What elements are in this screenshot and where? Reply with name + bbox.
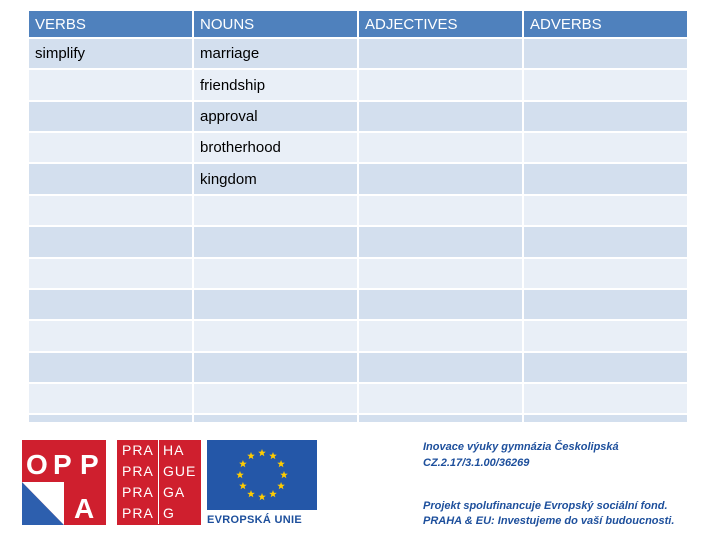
table-cell <box>358 320 523 351</box>
table-cell <box>523 69 688 100</box>
table-header-row <box>28 10 688 38</box>
table-cell <box>523 132 688 163</box>
table-cell <box>523 258 688 289</box>
table-cell <box>523 352 688 383</box>
table-cell <box>193 195 358 226</box>
table-cell <box>523 320 688 351</box>
table-row <box>28 414 688 423</box>
table-cell <box>28 132 193 163</box>
praha-logo-text: PRA <box>122 484 154 500</box>
opp-logo <box>22 440 106 525</box>
table-cell <box>28 352 193 383</box>
table-cell <box>28 226 193 257</box>
table-cell <box>193 414 358 423</box>
table-cell <box>358 383 523 414</box>
table-cell <box>523 226 688 257</box>
table-cell <box>28 195 193 226</box>
table-cell <box>523 101 688 132</box>
funding-note: Projekt spolufinancuje Evropský sociální fond. <box>423 500 668 512</box>
header-nouns: NOUNS <box>193 10 358 38</box>
table-cell <box>358 258 523 289</box>
praha-logo-text: GA <box>158 482 201 503</box>
table-cell: simplify <box>28 38 193 69</box>
table-cell <box>28 289 193 320</box>
table-cell <box>28 258 193 289</box>
footer-logos <box>0 430 720 540</box>
table-row <box>28 69 688 100</box>
table-cell <box>28 163 193 194</box>
opp-letter-4: A <box>74 493 95 524</box>
table-cell <box>358 226 523 257</box>
table-cell <box>193 258 358 289</box>
table-cell <box>358 289 523 320</box>
project-code: CZ.2.17/3.1.00/36269 <box>423 457 530 469</box>
table-cell <box>358 38 523 69</box>
slogan: PRAHA & EU: Investujeme do vaší budoucnosti. <box>423 515 675 527</box>
table-cell <box>28 320 193 351</box>
praha-logo-text: G <box>158 503 201 524</box>
table-cell <box>358 69 523 100</box>
vocabulary-table <box>27 9 689 424</box>
table-cell <box>193 226 358 257</box>
table-cell: approval <box>193 101 358 132</box>
table-cell: kingdom <box>193 163 358 194</box>
praha-logo <box>117 440 201 525</box>
table-row <box>28 226 688 257</box>
table-row <box>28 258 688 289</box>
table-cell <box>193 352 358 383</box>
table-cell <box>28 383 193 414</box>
table-body <box>28 38 688 423</box>
opp-letter-1: O <box>26 449 48 480</box>
table-row <box>28 101 688 132</box>
table-cell <box>523 195 688 226</box>
opp-letter-2: P <box>53 449 72 480</box>
table-cell <box>358 163 523 194</box>
praha-logo-text: GUE <box>158 461 201 482</box>
table-cell <box>523 383 688 414</box>
table-cell <box>28 101 193 132</box>
table-cell <box>193 383 358 414</box>
table-row <box>28 352 688 383</box>
table-row <box>28 195 688 226</box>
table-cell <box>358 101 523 132</box>
table-cell <box>358 352 523 383</box>
table-cell: brotherhood <box>193 132 358 163</box>
praha-logo-text: PRA <box>122 505 154 521</box>
table-cell <box>358 195 523 226</box>
header-verbs: VERBS <box>28 10 193 38</box>
table-cell <box>193 289 358 320</box>
praha-logo-text: PRA <box>122 463 154 479</box>
table-row <box>28 289 688 320</box>
table-row <box>28 132 688 163</box>
table-cell <box>358 132 523 163</box>
table-cell <box>28 69 193 100</box>
eu-label: EVROPSKÁ UNIE <box>207 514 302 526</box>
eu-flag-icon <box>207 440 317 510</box>
table-row <box>28 163 688 194</box>
table-cell: friendship <box>193 69 358 100</box>
table-row <box>28 383 688 414</box>
table-row <box>28 320 688 351</box>
opp-letter-3: P <box>80 449 99 480</box>
table-cell <box>523 38 688 69</box>
table-row <box>28 38 688 69</box>
table-cell <box>523 289 688 320</box>
header-adverbs: ADVERBS <box>523 10 688 38</box>
table-cell <box>523 163 688 194</box>
table-cell <box>358 414 523 423</box>
table-cell <box>193 320 358 351</box>
header-adjectives: ADJECTIVES <box>358 10 523 38</box>
table-cell <box>28 414 193 423</box>
project-title: Inovace výuky gymnázia Českolipská <box>423 441 619 453</box>
praha-logo-text: HA <box>158 440 201 461</box>
praha-logo-text: PRA <box>122 442 154 458</box>
table-cell <box>523 414 688 423</box>
table-cell: marriage <box>193 38 358 69</box>
